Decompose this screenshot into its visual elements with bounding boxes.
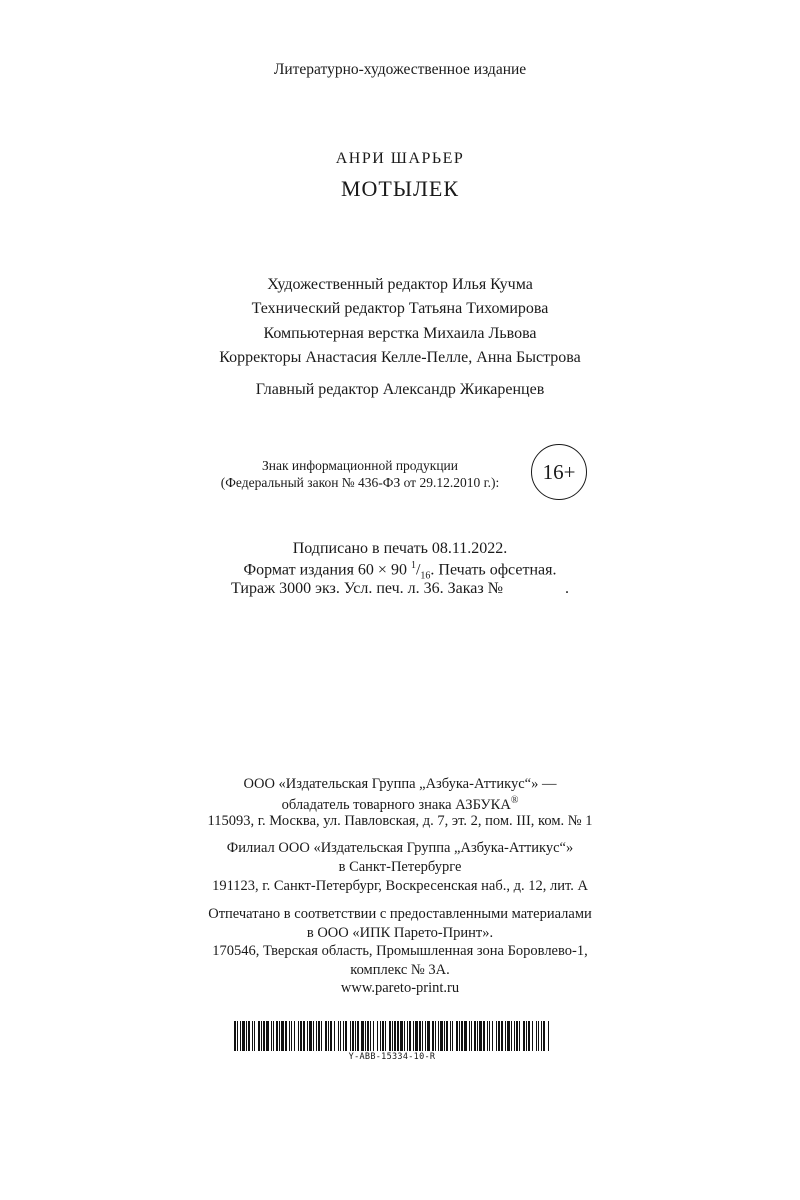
barcode-bar [532,1021,533,1051]
barcode-bar [501,1021,503,1051]
barcode-bar [382,1021,384,1051]
barcode-bar [392,1021,393,1051]
publisher-trademark [0,795,800,814]
publisher-name: ООО «Издательская Группа „Азбука-Аттикус“» — [243,776,557,792]
barcode-bar [294,1021,295,1051]
barcode-bar [479,1021,482,1051]
barcode-bar [400,1021,403,1051]
barcode-bar [474,1021,476,1051]
book-author: АНРИ ШАРЬЕР [335,150,465,167]
barcode-bar [240,1021,241,1051]
barcode-bar [365,1021,366,1051]
print-run [0,580,800,598]
barcode-bar [234,1021,236,1051]
barcode-bar [291,1021,292,1051]
credit-proofreaders: Корректоры Анастасия Келле-Пелле, Анна Быстрова [219,349,581,366]
barcode-bar [526,1021,527,1051]
barcode-bar [318,1021,320,1051]
barcode-bar [514,1021,515,1051]
barcode-bar [321,1021,322,1051]
barcode-bar [237,1021,238,1051]
barcode-bar [477,1021,478,1051]
barcode-bar [409,1021,411,1051]
barcode-bar [438,1021,439,1051]
barcode-bar [435,1021,436,1051]
barcode-bar [407,1021,408,1051]
barcode-bar [377,1021,378,1051]
barcode-bar [440,1021,443,1051]
barcode-bar [419,1021,421,1051]
barcode-bar [373,1021,374,1051]
barcode-bar [456,1021,458,1051]
barcode-bar [415,1021,418,1051]
barcode-bar [345,1021,347,1051]
barcode-bar [422,1021,423,1051]
barcode-bar [242,1021,245,1051]
info-sign-line2: (Федеральный закон № 436-ФЗ от 29.12.2010 г.): [220,475,500,490]
branch-address: 191123, г. Санкт-Петербург, Воскресенская наб., д. 12, лит. А [212,878,588,894]
barcode-bar [450,1021,451,1051]
barcode-bar [523,1021,525,1051]
barcode-bar [309,1021,312,1051]
series-label: Литературно-художественное издание [273,61,527,78]
barcode-bar [338,1021,339,1051]
barcode-bar [325,1021,327,1051]
print-run-suffix: . [564,580,569,597]
barcode-bar [507,1021,510,1051]
barcode-bar [464,1021,467,1051]
book-title: МОТЫЛЕК [340,176,460,201]
credit-layout: Компьютерная верстка Михаила Львова [263,325,537,342]
barcode-bar [505,1021,506,1051]
printer-website: www.pareto-print.ru [340,980,460,996]
print-format-suffix: . Печать офсетная. [430,561,557,579]
publisher-address: 115093, г. Москва, ул. Павловская, д. 7, эт. 2, пом. III, ком. № 1 [207,813,593,829]
info-sign-line1: Знак информационной продукции [261,458,459,473]
barcode-bar [258,1021,260,1051]
barcode-bar [298,1021,299,1051]
barcode-bar [469,1021,470,1051]
barcode-bar [528,1021,530,1051]
barcode-bar [459,1021,460,1051]
chief-editor: Главный редактор Александр Жикаренцев [255,381,545,398]
barcode-bar [252,1021,253,1051]
barcode-bar [444,1021,445,1051]
credit-art-editor: Художественный редактор Илья Кучма [267,276,533,293]
barcode-bar [307,1021,308,1051]
barcode-bar [330,1021,332,1051]
barcode-bar [446,1021,448,1051]
barcode-bar [303,1021,305,1051]
barcode-bar [271,1021,272,1051]
barcode-bar [427,1021,430,1051]
barcode-bar [471,1021,472,1051]
barcode-bar [367,1021,369,1051]
barcode-bar [519,1021,520,1051]
barcode-bar [352,1021,354,1051]
barcode-bar [538,1021,539,1051]
barcode-bar [340,1021,341,1051]
printer-line1: Отпечатано в соответствии с предоставленными материалами [208,906,592,922]
barcode-bar [289,1021,290,1051]
barcode-bar [380,1021,381,1051]
barcode-bar [273,1021,274,1051]
print-format-slash: / [415,561,421,579]
barcode-bar [328,1021,329,1051]
print-format [0,560,800,582]
barcode-bar [266,1021,269,1051]
print-format-numerator: 1 [410,560,416,571]
age-rating-label: 16+ [542,459,576,484]
barcode-bar [425,1021,426,1051]
barcode-bar [452,1021,453,1051]
barcode-bar [536,1021,537,1051]
printer-name: в ООО «ИПК Парето-Принт». [306,925,494,941]
barcode-bar [413,1021,414,1051]
print-run-prefix: Тираж 3000 экз. Усл. печ. л. 36. Заказ № [231,580,503,597]
branch-city: в Санкт-Петербурге [338,859,462,875]
barcode-bar [370,1021,371,1051]
barcode-bar [498,1021,500,1051]
barcode-bar [285,1021,287,1051]
print-format-denominator: 16 [420,570,431,582]
barcode-bar [516,1021,518,1051]
barcode-bar [276,1021,278,1051]
registered-mark: ® [510,795,519,806]
barcode-bar [334,1021,335,1051]
publisher-trademark-text: обладатель товарного знака АЗБУКА [281,796,511,813]
barcode-bar [350,1021,351,1051]
barcode-bar [432,1021,434,1051]
barcode-bar [281,1021,284,1051]
age-rating-badge [531,444,587,500]
barcode-bar [404,1021,405,1051]
barcode-bar [313,1021,314,1051]
barcode-bar [254,1021,255,1051]
barcode-bar [397,1021,399,1051]
barcode-bar [548,1021,549,1051]
branch-name: Филиал ООО «Издательская Группа „Азбука-Аттикус“» [226,840,574,856]
barcode-bar [394,1021,396,1051]
credit-tech-editor: Технический редактор Татьяна Тихомирова [251,300,549,317]
barcode-bar [357,1021,359,1051]
barcode-bar [385,1021,386,1051]
printer-complex: комплекс № 3А. [350,962,450,978]
print-signed-date: Подписано в печать 08.11.2022. [292,540,508,557]
barcode-number: Y-ABB-15334-10-R [348,1052,436,1062]
barcode-bar [248,1021,250,1051]
barcode-bar [355,1021,356,1051]
barcode-bar [492,1021,493,1051]
barcode-bar [343,1021,344,1051]
print-format-prefix: Формат издания 60 × 90 [243,561,411,579]
barcode-bar [300,1021,302,1051]
barcode-bar [389,1021,391,1051]
barcode-bar [487,1021,488,1051]
barcode-bar [316,1021,317,1051]
barcode-bar [461,1021,463,1051]
barcode-bar [543,1021,545,1051]
barcode-bar [496,1021,497,1051]
barcode-bar [263,1021,265,1051]
barcode [234,1021,550,1051]
printer-address: 170546, Тверская область, Промышленная зона Боровлево-1, [212,943,588,959]
barcode-bar [483,1021,485,1051]
barcode-bar [261,1021,262,1051]
barcode-bar [541,1021,542,1051]
barcode-bar [511,1021,512,1051]
barcode-bar [279,1021,280,1051]
barcode-bar [246,1021,247,1051]
barcode-bar [361,1021,364,1051]
barcode-bar [489,1021,490,1051]
